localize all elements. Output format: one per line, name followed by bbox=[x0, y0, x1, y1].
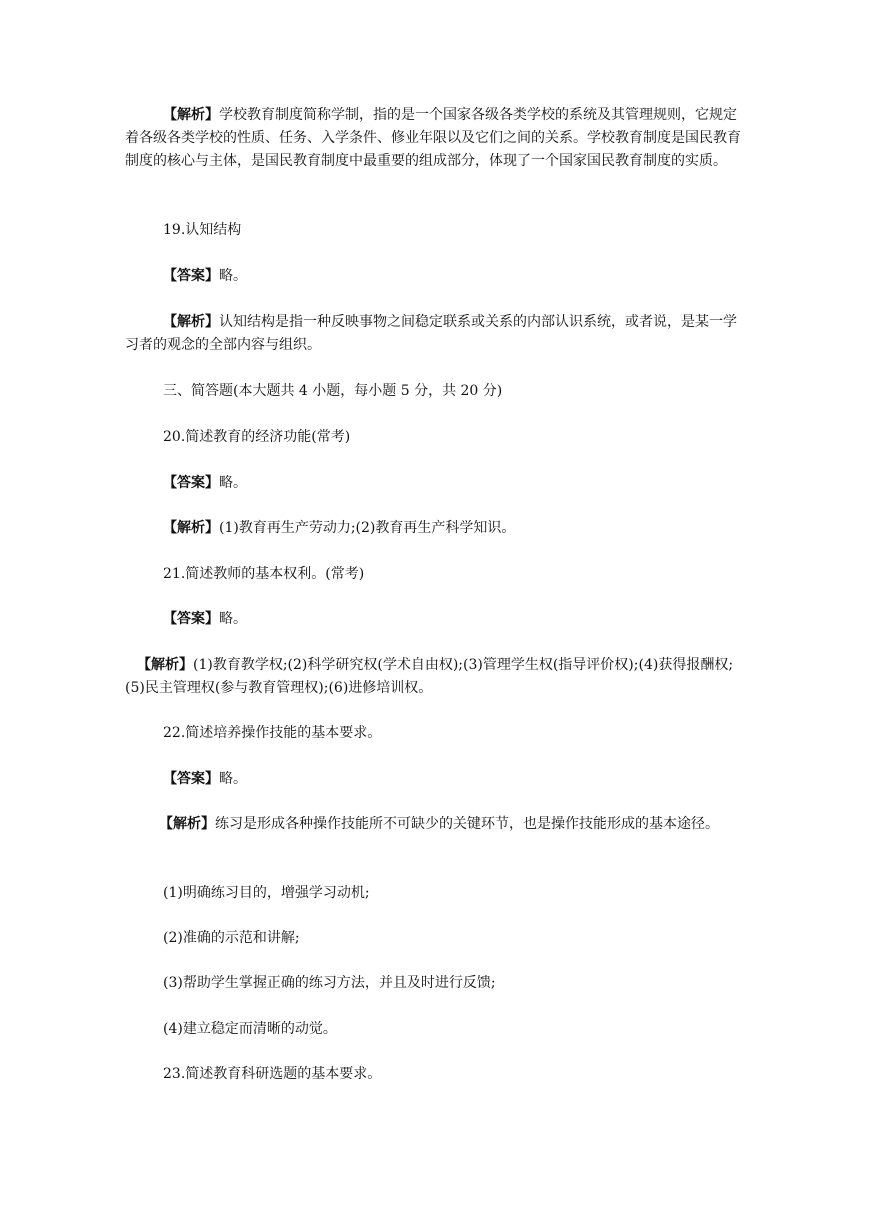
list-item-2: (2)准确的示范和讲解; bbox=[163, 930, 300, 946]
paragraph-text: 练习是形成各种操作技能所不可缺少的关键环节，也是操作技能形成的基本途径。 bbox=[215, 816, 719, 832]
analysis-label: 【解析】 bbox=[163, 314, 219, 330]
paragraph-text: 略。 bbox=[219, 771, 247, 787]
analysis-21 bbox=[125, 654, 747, 700]
answer-21 bbox=[125, 608, 747, 631]
answer-20 bbox=[125, 472, 747, 495]
analysis-label: 【解析】 bbox=[137, 657, 193, 673]
paragraph-text: 略。 bbox=[219, 611, 247, 627]
question-22: 22.简述培养操作技能的基本要求。 bbox=[163, 725, 382, 741]
analysis-19 bbox=[125, 311, 747, 357]
paragraph-text: 学校教育制度简称学制，指的是一个国家各级各类学校的系统及其管理规则，它规定着各级各类学校的性质、任务、入学条件、修业年限以及它们之间的关系。学校教育制度是国民教育制度的核心与主体，是国民教育制度中最重要的组成部分，体现了一个国家国民教育制度的实质。 bbox=[125, 107, 741, 169]
question-23: 23.简述教育科研选题的基本要求。 bbox=[163, 1066, 382, 1082]
list-item-4: (4)建立稳定而清晰的动觉。 bbox=[163, 1021, 337, 1037]
paragraph-text: 认知结构是指一种反映事物之间稳定联系或关系的内部认识系统，或者说，是某一学习者的观念的全部内容与组织。 bbox=[125, 314, 737, 353]
question-20: 20.简述教育的经济功能(常考) bbox=[163, 429, 351, 445]
analysis-label: 【解析】 bbox=[159, 816, 215, 832]
paragraph-text: 略。 bbox=[219, 268, 247, 284]
list-item-3: (3)帮助学生掌握正确的练习方法，并且及时进行反馈; bbox=[163, 975, 496, 991]
answer-19 bbox=[125, 265, 747, 288]
analysis-label: 【解析】 bbox=[163, 107, 219, 123]
paragraph-text: (1)教育教学权;(2)科学研究权(学术自由权);(3)管理学生权(指导评价权);(4)获得报酬权;(5)民主管理权(参与教育管理权);(6)进修培训权。 bbox=[125, 657, 734, 696]
answer-label: 【答案】 bbox=[163, 268, 219, 284]
paragraph-analysis-school-system bbox=[125, 104, 747, 173]
answer-label: 【答案】 bbox=[163, 475, 219, 491]
question-21: 21.简述教师的基本权利。(常考) bbox=[163, 566, 365, 582]
paragraph-text: (1)教育再生产劳动力;(2)教育再生产科学知识。 bbox=[219, 520, 516, 536]
analysis-20 bbox=[125, 517, 747, 540]
paragraph-text: 略。 bbox=[219, 475, 247, 491]
answer-label: 【答案】 bbox=[163, 611, 219, 627]
answer-22 bbox=[125, 768, 747, 791]
list-item-1: (1)明确练习目的，增强学习动机; bbox=[163, 885, 370, 901]
analysis-22 bbox=[125, 813, 747, 836]
section-heading-short-answer: 三、简答题(本大题共 4 小题，每小题 5 分，共 20 分) bbox=[163, 383, 503, 399]
answer-label: 【答案】 bbox=[163, 771, 219, 787]
analysis-label: 【解析】 bbox=[163, 520, 219, 536]
question-19: 19.认知结构 bbox=[163, 222, 242, 238]
